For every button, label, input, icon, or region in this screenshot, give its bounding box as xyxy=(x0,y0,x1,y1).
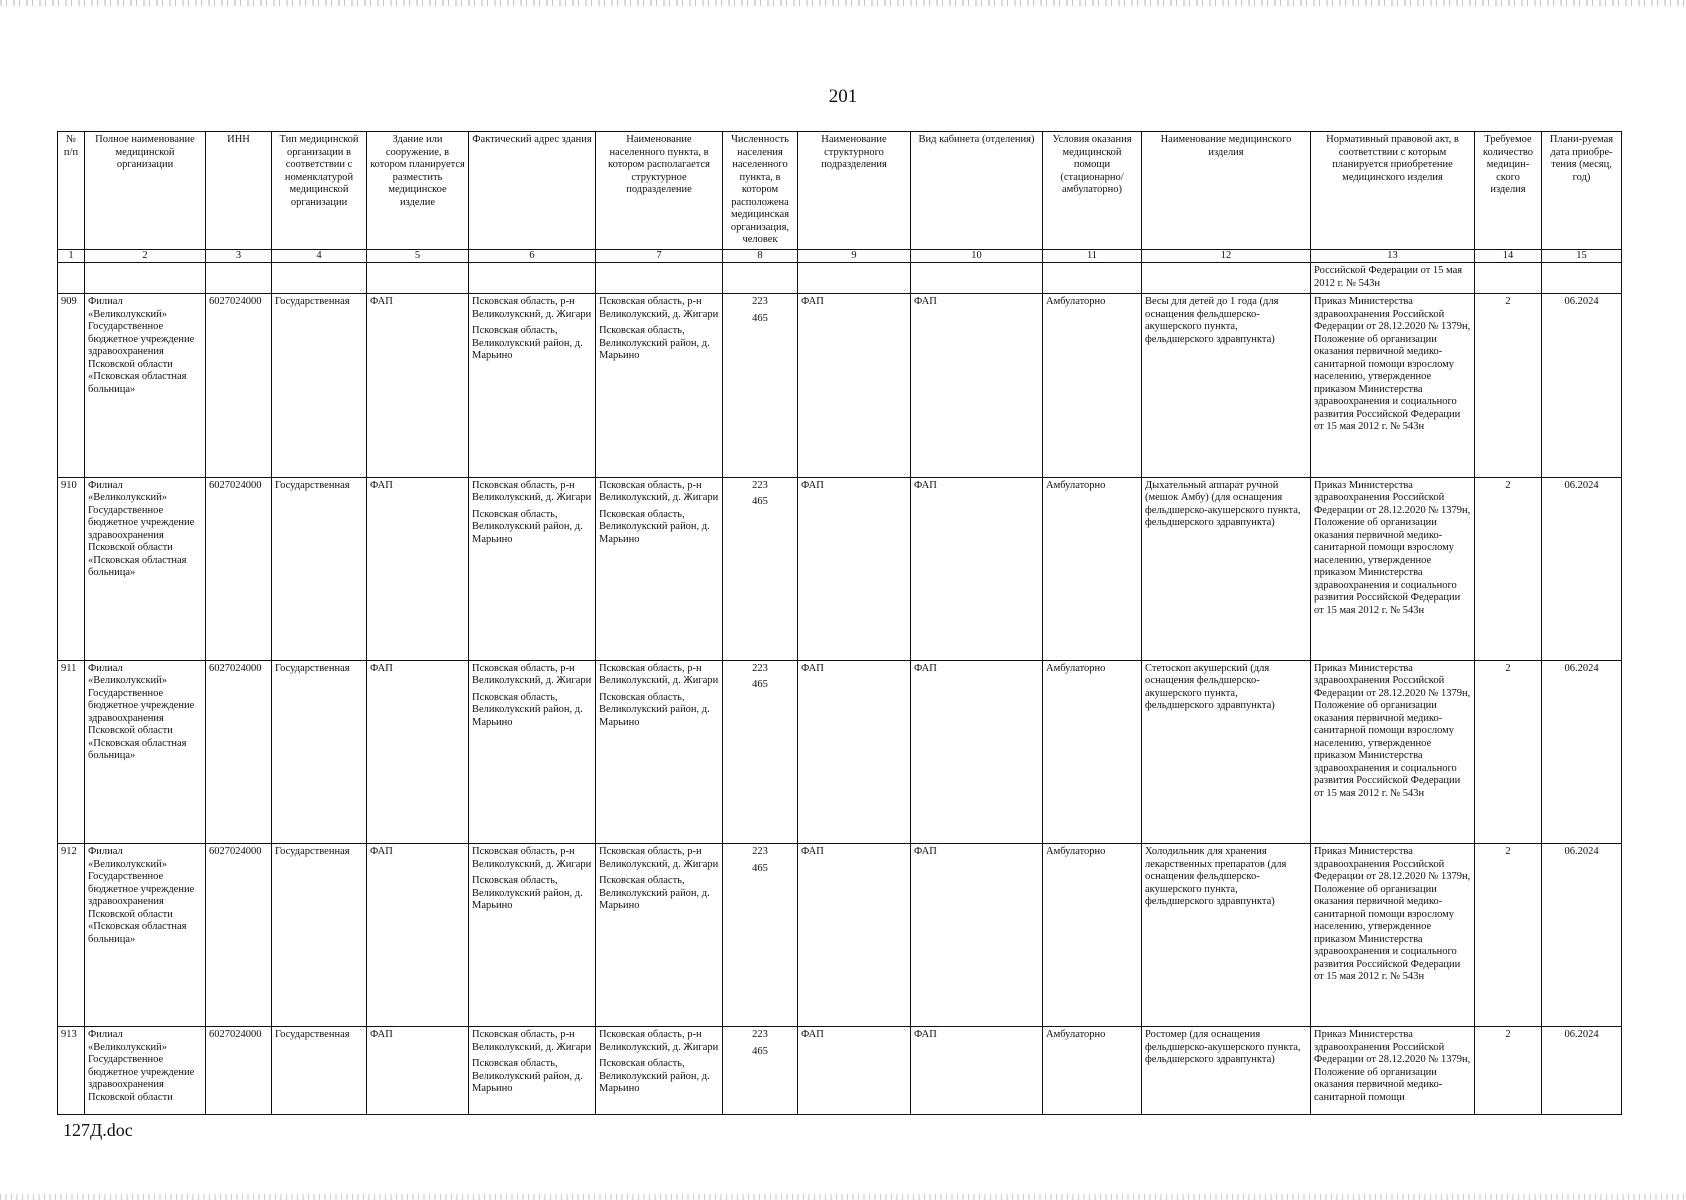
planned-date: 06.2024 xyxy=(1542,660,1622,843)
population-cell xyxy=(723,294,798,477)
address-line: Псковская область, Великолукский район, д. Марьино xyxy=(472,325,583,362)
quantity: 2 xyxy=(1475,1027,1542,1115)
unit: ФАП xyxy=(798,1027,911,1115)
unit: ФАП xyxy=(798,844,911,1027)
cabinet: ФАП xyxy=(911,477,1043,660)
equipment-register-table xyxy=(57,131,1622,1115)
settlement-line: Псковская область, р-н Великолукский, д. Жигари xyxy=(599,479,719,503)
inn: 6027024000 xyxy=(206,477,272,660)
population-value: 223 xyxy=(752,296,768,308)
header-cell: Наименование населенного пункта, в котором располагается структурное подразделение xyxy=(596,132,723,250)
header-cell: № п/п xyxy=(58,132,85,250)
legal-act: Приказ Министерства здравоохранения Российской Федерации от 28.12.2020 № 1379н, Положение об организации оказания первичной медико-санитарной помощи взрослому населению, утвержденное приказом Министерства здравоохранения и социального развития Российской Федерации от 15 мая 2012 г. № 543н xyxy=(1311,844,1475,1027)
org-type: Государственная xyxy=(272,477,367,660)
population-cell xyxy=(723,844,798,1027)
quantity: 2 xyxy=(1475,477,1542,660)
unit: ФАП xyxy=(798,477,911,660)
address-line: Псковская область, р-н Великолукский, д. Жигари xyxy=(472,296,592,320)
cabinet: ФАП xyxy=(911,294,1043,477)
population-value: 465 xyxy=(752,679,768,691)
org-name: Филиал «Великолукский» Государственное бюджетное учреждение здравоохранения Псковской области xyxy=(85,1027,206,1115)
address-cell xyxy=(469,844,596,1027)
population-value: 465 xyxy=(752,312,768,324)
org-name: Филиал «Великолукский» Государственное бюджетное учреждение здравоохранения Псковской области «Псковская областная больница» xyxy=(85,844,206,1027)
cabinet: ФАП xyxy=(911,1027,1043,1115)
population-value: 465 xyxy=(752,862,768,874)
quantity: 2 xyxy=(1475,660,1542,843)
continuation-row xyxy=(58,263,1622,294)
org-type: Государственная xyxy=(272,660,367,843)
population-value: 465 xyxy=(752,1045,768,1057)
address-line: Псковская область, р-н Великолукский, д. Жигари xyxy=(472,846,592,870)
conditions: Амбулаторно xyxy=(1043,477,1142,660)
legal-act: Приказ Министерства здравоохранения Российской Федерации от 28.12.2020 № 1379н, Положение об организации оказания первичной медико-санитарной помощи взрослому населению, утвержденное приказом Министерства здравоохранения и социального развития Российской Федерации от 15 мая 2012 г. № 543н xyxy=(1311,477,1475,660)
legal-act: Приказ Министерства здравоохранения Российской Федерации от 28.12.2020 № 1379н, Положение об организации оказания первичной медико-санитарной помощи взрослому населению, утвержденное приказом Министерства здравоохранения и социального развития Российской Федерации от 15 мая 2012 г. № 543н xyxy=(1311,294,1475,477)
header-cell: ИНН xyxy=(206,132,272,250)
settlement-cell xyxy=(596,1027,723,1115)
unit: ФАП xyxy=(798,660,911,843)
conditions: Амбулаторно xyxy=(1043,844,1142,1027)
footer-filename: 127Д.doc xyxy=(63,1120,133,1140)
header-cell: Численность населения населенного пункта, в котором расположена медицинская организация, человек xyxy=(723,132,798,250)
scan-edge-bottom xyxy=(0,1194,1686,1200)
cabinet: ФАП xyxy=(911,660,1043,843)
address-line: Псковская область, Великолукский район, д. Марьино xyxy=(472,508,583,545)
table-row xyxy=(58,1027,1622,1115)
org-type: Государственная xyxy=(272,294,367,477)
population-value: 465 xyxy=(752,496,768,507)
header-cell: Тип медицинской организации в соответствии с номенклатурой медицинской организации xyxy=(272,132,367,250)
address-line: Псковская область, р-н Великолукский, д. Жигари xyxy=(472,662,592,687)
header-cell: Нормативный правовой акт, в соответствии с которым планируется приобретение медицинского изделия xyxy=(1311,132,1475,250)
column-number: 14 xyxy=(1475,250,1542,263)
planned-date: 06.2024 xyxy=(1542,844,1622,1027)
population-cell xyxy=(723,1027,798,1115)
cabinet: ФАП xyxy=(911,844,1043,1027)
inn: 6027024000 xyxy=(206,844,272,1027)
address-cell xyxy=(469,477,596,660)
table-row xyxy=(58,660,1622,843)
inn: 6027024000 xyxy=(206,294,272,477)
planned-date: 06.2024 xyxy=(1542,1027,1622,1115)
settlement-cell xyxy=(596,477,723,660)
column-number: 13 xyxy=(1311,250,1475,263)
header-cell: Плани-руемая дата приобре-тения (месяц, год) xyxy=(1542,132,1622,250)
building: ФАП xyxy=(367,294,469,477)
conditions: Амбулаторно xyxy=(1043,1027,1142,1115)
inn: 6027024000 xyxy=(206,660,272,843)
address-line: Псковская область, Великолукский район, д. Марьино xyxy=(472,875,583,912)
conditions: Амбулаторно xyxy=(1043,294,1142,477)
device-name: Дыхательный аппарат ручной (мешок Амбу) (для оснащения фельдшерско-акушерского пункта, фельдшерского здравпункта) xyxy=(1142,477,1311,660)
settlement-line: Псковская область, Великолукский район, д. Марьино xyxy=(599,1058,710,1095)
population-value: 223 xyxy=(752,479,768,491)
table-row xyxy=(58,294,1622,477)
population-cell xyxy=(723,477,798,660)
column-number: 1 xyxy=(58,250,85,263)
org-type: Государственная xyxy=(272,844,367,1027)
quantity: 2 xyxy=(1475,844,1542,1027)
header-cell: Здание или сооружение, в котором планируется разместить медицинское изделие xyxy=(367,132,469,250)
population-value: 223 xyxy=(752,662,768,674)
table-row xyxy=(58,844,1622,1027)
column-number: 4 xyxy=(272,250,367,263)
settlement-line: Псковская область, р-н Великолукский, д. Жигари xyxy=(599,662,719,687)
column-number: 3 xyxy=(206,250,272,263)
quantity: 2 xyxy=(1475,294,1542,477)
act-continuation: Российской Федерации от 15 мая 2012 г. № 543н xyxy=(1311,263,1475,294)
building: ФАП xyxy=(367,1027,469,1115)
population-value: 223 xyxy=(752,1029,768,1041)
population-cell xyxy=(723,660,798,843)
header-cell: Вид кабинета (отделения) xyxy=(911,132,1043,250)
org-name: Филиал «Великолукский» Государственное бюджетное учреждение здравоохранения Псковской области «Псковская областная больница» xyxy=(85,477,206,660)
header-cell: Условия оказания медицинской помощи (стационарно/ амбулаторно) xyxy=(1043,132,1142,250)
column-number: 6 xyxy=(469,250,596,263)
settlement-cell xyxy=(596,294,723,477)
settlement-line: Псковская область, Великолукский район, д. Марьино xyxy=(599,875,710,912)
header-row xyxy=(58,132,1622,250)
row-number: 913 xyxy=(58,1027,85,1115)
org-name: Филиал «Великолукский» Государственное бюджетное учреждение здравоохранения Псковской области «Псковская областная больница» xyxy=(85,660,206,843)
settlement-cell xyxy=(596,660,723,843)
column-number: 5 xyxy=(367,250,469,263)
settlement-line: Псковская область, Великолукский район, д. Марьино xyxy=(599,508,710,545)
address-cell xyxy=(469,1027,596,1115)
org-type: Государственная xyxy=(272,1027,367,1115)
legal-act: Приказ Министерства здравоохранения Российской Федерации от 28.12.2020 № 1379н, Положение об организации оказания первичной медико-санитарной помощи xyxy=(1311,1027,1475,1115)
header-cell: Требуемое количество медицин-ского изделия xyxy=(1475,132,1542,250)
header-cell: Полное наименование медицинской организации xyxy=(85,132,206,250)
column-number: 8 xyxy=(723,250,798,263)
header-cell: Наименование структурного подразделения xyxy=(798,132,911,250)
column-number: 2 xyxy=(85,250,206,263)
building: ФАП xyxy=(367,844,469,1027)
building: ФАП xyxy=(367,660,469,843)
settlement-line: Псковская область, Великолукский район, д. Марьино xyxy=(599,325,710,362)
row-number: 910 xyxy=(58,477,85,660)
address-line: Псковская область, Великолукский район, д. Марьино xyxy=(472,1058,583,1095)
legal-act: Приказ Министерства здравоохранения Российской Федерации от 28.12.2020 № 1379н, Положение об организации оказания первичной медико-санитарной помощи взрослому населению, утвержденное приказом Министерства здравоохранения и социального развития Российской Федерации от 15 мая 2012 г. № 543н xyxy=(1311,660,1475,843)
address-cell xyxy=(469,294,596,477)
settlement-line: Псковская область, р-н Великолукский, д. Жигари xyxy=(599,846,719,870)
settlement-line: Псковская область, Великолукский район, д. Марьино xyxy=(599,691,710,728)
header-cell: Наименование медицинского изделия xyxy=(1142,132,1311,250)
unit: ФАП xyxy=(798,294,911,477)
address-cell xyxy=(469,660,596,843)
column-number: 15 xyxy=(1542,250,1622,263)
population-value: 223 xyxy=(752,846,768,858)
settlement-cell xyxy=(596,844,723,1027)
column-number: 10 xyxy=(911,250,1043,263)
org-name: Филиал «Великолукский» Государственное бюджетное учреждение здравоохранения Псковской области «Псковская областная больница» xyxy=(85,294,206,477)
conditions: Амбулаторно xyxy=(1043,660,1142,843)
column-number: 11 xyxy=(1043,250,1142,263)
inn: 6027024000 xyxy=(206,1027,272,1115)
table-row xyxy=(58,477,1622,660)
device-name: Холодильник для хранения лекарственных препаратов (для оснащения фельдшерско-акушерского пункта, фельдшерского здравпункта) xyxy=(1142,844,1311,1027)
device-name: Ростомер (для оснащения фельдшерско-акушерского пункта, фельдшерского здравпункта) xyxy=(1142,1027,1311,1115)
scan-edge-top xyxy=(0,0,1686,6)
device-name: Весы для детей до 1 года (для оснащения фельдшерско-акушерского пункта, фельдшерского здравпункта) xyxy=(1142,294,1311,477)
settlement-line: Псковская область, р-н Великолукский, д. Жигари xyxy=(599,296,719,320)
building: ФАП xyxy=(367,477,469,660)
planned-date: 06.2024 xyxy=(1542,477,1622,660)
row-number: 912 xyxy=(58,844,85,1027)
row-number: 911 xyxy=(58,660,85,843)
settlement-line: Псковская область, р-н Великолукский, д. Жигари xyxy=(599,1029,719,1053)
address-line: Псковская область, Великолукский район, д. Марьино xyxy=(472,691,583,728)
page-number: 201 xyxy=(828,86,858,107)
column-number: 12 xyxy=(1142,250,1311,263)
column-number: 7 xyxy=(596,250,723,263)
row-number: 909 xyxy=(58,294,85,477)
column-number: 9 xyxy=(798,250,911,263)
device-name: Стетоскоп акушерский (для оснащения фельдшерско-акушерского пункта, фельдшерского здравпункта) xyxy=(1142,660,1311,843)
address-line: Псковская область, р-н Великолукский, д. Жигари xyxy=(472,479,592,503)
header-cell: Фактический адрес здания xyxy=(469,132,596,250)
planned-date: 06.2024 xyxy=(1542,294,1622,477)
column-number-row xyxy=(58,250,1622,263)
address-line: Псковская область, р-н Великолукский, д. Жигари xyxy=(472,1029,592,1053)
